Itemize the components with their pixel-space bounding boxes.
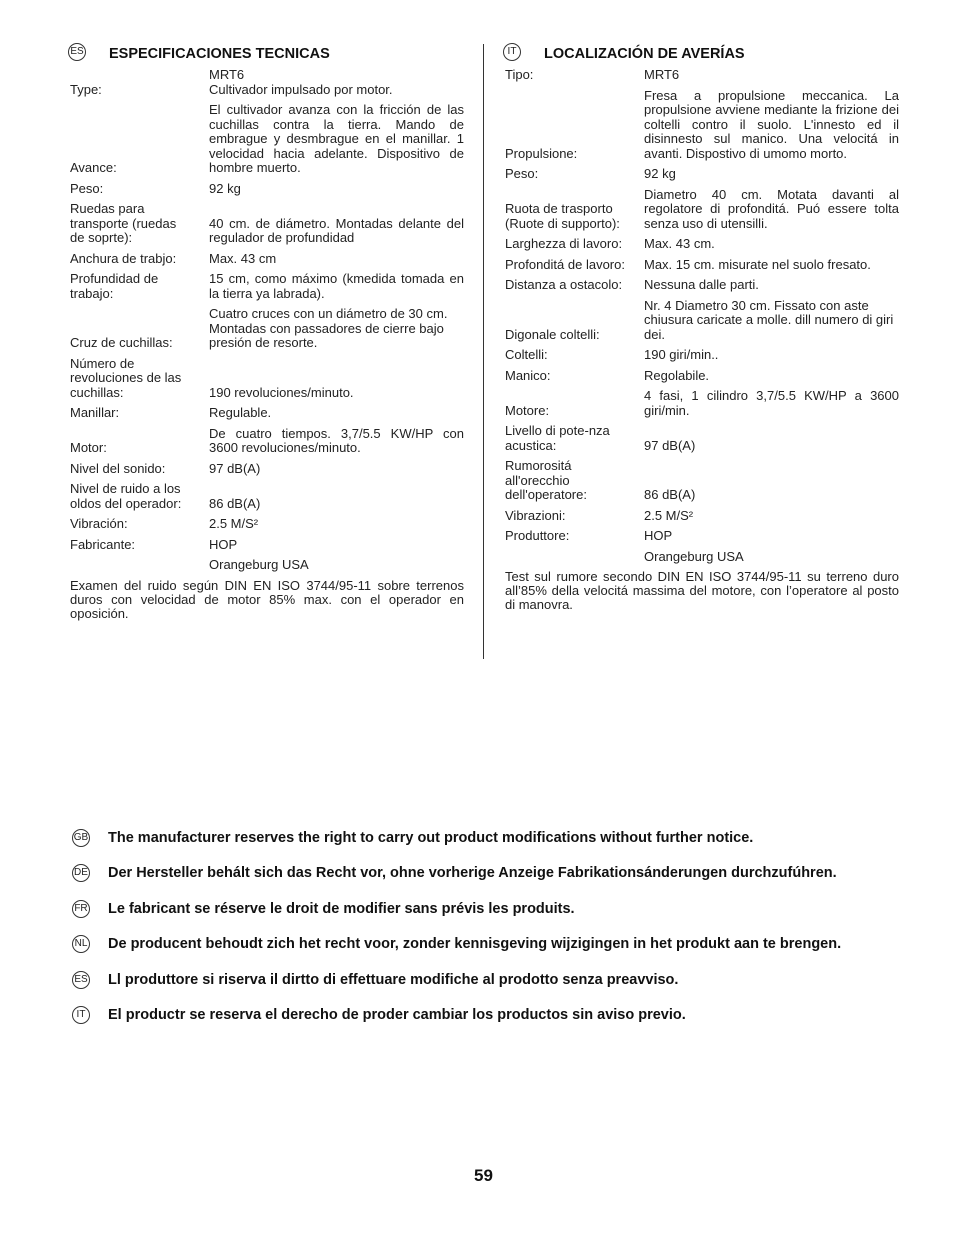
- spec-value: [209, 307, 464, 351]
- spec-label: [505, 509, 644, 524]
- spec-list: [70, 68, 464, 573]
- spec-value-line: 86 dB(A): [209, 495, 261, 511]
- spec-label: [505, 459, 644, 503]
- spec-value-line: MRT6: [644, 67, 680, 82]
- spec-label-line: revoluciones de las: [70, 370, 182, 385]
- spec-label-line: Anchura de trabjo:: [70, 250, 177, 266]
- spec-label-line: Larghezza di lavoro:: [505, 236, 623, 251]
- spec-label: [505, 278, 644, 293]
- spec-label-line: Livello di pote-nza: [505, 423, 610, 438]
- spec-label-line: Número de: [70, 355, 135, 371]
- spec-label-line: Avance:: [70, 160, 117, 175]
- spec-value: [644, 237, 899, 252]
- spec-value-line: El cultivador avanza con la fricción de las cuchillas contra la tierra. Mando de embrague y desmbrague en el manillar. 1 velocidad hacia adelante. Dispositivo de hombre muerto.: [209, 102, 464, 175]
- spec-label: [505, 89, 644, 162]
- spec-label: [505, 348, 644, 363]
- spec-value: [644, 348, 899, 363]
- spec-value: [644, 278, 899, 293]
- spec-label: [70, 182, 209, 197]
- notice-text: El productr se reserva el derecho de proder cambiar los productos sin aviso previo.: [108, 1007, 686, 1023]
- spec-value-line: presión de resorte.: [209, 335, 318, 350]
- spec-value-line: Fresa a propulsione meccanica. La propulsione avviene mediante la frizione dei coltelli contro il suolo. L'innesto ed il disinnesto sul manico. Una velocitá in avanti. Dispostivo di umomo morto.: [644, 87, 899, 161]
- spec-value: [209, 68, 464, 97]
- spec-value: [644, 89, 899, 162]
- notice-text: De producent behoudt zich het recht voor, zonder kennisgeving wijzigingen in het produkt aan te brengen.: [108, 936, 842, 952]
- spec-value-line: Regulable.: [209, 405, 272, 420]
- spec-value-line: 190 revoluciones/minuto.: [209, 384, 354, 400]
- notice-fr: [72, 899, 932, 921]
- spec-label-line: Distanza a ostacolo:: [505, 277, 623, 292]
- spec-value-line: Orangeburg USA: [209, 557, 309, 572]
- spec-label-line: Vibrazioni:: [505, 507, 566, 523]
- spec-label: [505, 369, 644, 384]
- spec-row: [70, 103, 464, 176]
- spec-label: [505, 68, 644, 83]
- spec-label: [505, 424, 644, 453]
- spec-row: [70, 538, 464, 553]
- spec-value: [209, 427, 464, 456]
- spec-label: [505, 299, 644, 343]
- spec-label: [70, 202, 209, 246]
- spec-label: [70, 538, 209, 553]
- notice-it: [72, 1005, 932, 1027]
- spec-label: [70, 103, 209, 176]
- spec-label-line: Nivel de ruido a los: [70, 481, 181, 496]
- spec-list: [505, 68, 899, 564]
- spec-value-line: Orangeburg USA: [644, 548, 744, 564]
- spec-value: [644, 68, 899, 83]
- spec-label-line: Ruota de trasporto: [505, 201, 613, 216]
- spec-row: [505, 424, 899, 453]
- spec-row: [70, 357, 464, 401]
- notice-text: The manufacturer reserves the right to carry out product modifications without further notice.: [108, 830, 754, 846]
- spec-value-line: MRT6: [209, 67, 245, 82]
- section-title: ESPECIFICACIONES TECNICAS: [109, 46, 330, 62]
- spec-column-it: [505, 44, 899, 612]
- notice-text: Ll produttore si riserva il dirtto di effettuare modifiche al prodotto senza preavviso.: [108, 972, 679, 988]
- page-number: 59: [474, 1166, 493, 1185]
- spec-label: [70, 307, 209, 351]
- spec-value-line: Regolabile.: [644, 367, 710, 383]
- spec-label: [505, 529, 644, 544]
- noise-test-note: Test sul rumore secondo DIN EN ISO 3744/95-11 su terreno duro all’85% della velocitá massima del motore, con l’operatore al posto di manovra.: [505, 569, 899, 612]
- spec-value-line: 2.5 M/S²: [209, 516, 259, 531]
- spec-row: [70, 68, 464, 97]
- spec-label-line: transporte (ruedas: [70, 215, 177, 231]
- notice-de: [72, 863, 932, 885]
- spec-value: [209, 538, 464, 553]
- spec-row: [70, 307, 464, 351]
- spec-value-line: 190 giri/min..: [644, 347, 719, 362]
- spec-label: [70, 357, 209, 401]
- spec-value-line: Diametro 40 cm. Motata davanti al regolatore di profonditá. Puó essere tolta senza uso di utensilli.: [644, 186, 899, 231]
- spec-row: [505, 369, 899, 384]
- spec-value: [644, 550, 899, 565]
- spec-value: [209, 462, 464, 477]
- spec-value: [644, 258, 899, 273]
- spec-value: [644, 188, 899, 232]
- spec-value-line: 40 cm. de diámetro. Montadas delante del regulador de profundidad: [209, 215, 464, 245]
- spec-value-line: De cuatro tiempos. 3,7/5.5 KW/HP con 3600 revoluciones/minuto.: [209, 425, 464, 455]
- spec-label-line: [70, 558, 209, 573]
- section-header-it: [505, 44, 899, 66]
- notice-text: Der Hersteller behált sich das Recht vor, ohne vorherige Anzeige Fabrikationsánderungen durchzufúhren.: [108, 865, 837, 881]
- notice-text: Le fabricant se réserve le droit de modifier sans prévis les produits.: [108, 901, 575, 917]
- spec-row: [70, 427, 464, 456]
- spec-row: [70, 558, 464, 573]
- spec-label: [505, 188, 644, 232]
- spec-value-line: 92 kg: [644, 166, 676, 181]
- notice-es: [72, 970, 932, 992]
- language-badge-icon: DE: [72, 864, 90, 882]
- spec-label-line: Peso:: [505, 166, 539, 181]
- spec-value-line: Montadas con passadores de cierre bajo: [209, 320, 444, 336]
- spec-label-line: all'orecchio: [505, 472, 570, 488]
- spec-value-line: Nessuna dalle parti.: [644, 277, 759, 292]
- spec-value-line: 92 kg: [209, 180, 241, 196]
- spec-label: [70, 272, 209, 301]
- spec-label: [70, 517, 209, 532]
- spec-value: [644, 299, 899, 343]
- spec-row: [505, 237, 899, 252]
- spec-value-line: 97 dB(A): [644, 437, 696, 453]
- spec-label-line: Cruz de cuchillas:: [70, 335, 173, 350]
- spec-row: [505, 299, 899, 343]
- spec-label-line: de soprte):: [70, 230, 133, 245]
- spec-value-line: 15 cm, como máximo (kmedida tomada en la tierra ya labrada).: [209, 271, 464, 301]
- spec-row: [505, 348, 899, 363]
- spec-value-line: Cuatro cruces con un diámetro de 30 cm.: [209, 306, 448, 321]
- spec-value: [209, 103, 464, 176]
- spec-value-line: Cultivador impulsado por motor.: [209, 81, 393, 97]
- spec-value-line: Max. 15 cm. misurate nel suolo fresato.: [644, 256, 871, 272]
- spec-value: [644, 424, 899, 453]
- spec-label-line: Motore:: [505, 402, 550, 418]
- spec-label-line: Ruedas para: [70, 201, 145, 216]
- spec-value: [209, 558, 464, 573]
- spec-label: [505, 167, 644, 182]
- spec-row: [70, 406, 464, 421]
- spec-value: [209, 202, 464, 246]
- language-badge-icon: ES: [72, 971, 90, 989]
- spec-label: [70, 462, 209, 477]
- spec-value-line: HOP: [644, 528, 673, 543]
- spec-row: [505, 258, 899, 273]
- spec-label-line: dell'operatore:: [505, 487, 587, 502]
- language-badge-icon: GB: [72, 829, 90, 847]
- spec-row: [505, 509, 899, 524]
- spec-label-line: Profundidad de: [70, 271, 159, 286]
- spec-value-line: Max. 43 cm: [209, 250, 277, 266]
- spec-value: [644, 167, 899, 182]
- spec-value-line: 97 dB(A): [209, 460, 261, 476]
- spec-value: [644, 529, 899, 544]
- spec-label-line: Peso:: [70, 180, 104, 196]
- spec-label-line: Tipo:: [505, 67, 534, 82]
- language-badge-icon: NL: [72, 935, 90, 953]
- spec-row: [505, 278, 899, 293]
- spec-row: [505, 188, 899, 232]
- spec-row: [505, 529, 899, 544]
- spec-label-line: Manico:: [505, 367, 551, 383]
- spec-label: [70, 427, 209, 456]
- spec-value: [644, 509, 899, 524]
- spec-row: [70, 182, 464, 197]
- spec-value: [209, 272, 464, 301]
- spec-label: [70, 252, 209, 267]
- spec-label-line: Type:: [70, 81, 102, 97]
- spec-label-line: Fabricante:: [70, 536, 136, 552]
- spec-label-line: Motor:: [70, 440, 107, 455]
- spec-value-line: 86 dB(A): [644, 487, 696, 502]
- spec-value: [209, 252, 464, 267]
- spec-label-line: Propulsione:: [505, 145, 578, 161]
- spec-row: [505, 68, 899, 83]
- spec-label-line: trabajo:: [70, 285, 114, 301]
- spec-row: [70, 462, 464, 477]
- spec-value: [209, 482, 464, 511]
- language-badge-icon: IT: [72, 1006, 90, 1024]
- language-badge-icon: FR: [72, 900, 90, 918]
- spec-label-line: (Ruote di supporto):: [505, 215, 620, 231]
- spec-row: [70, 482, 464, 511]
- spec-value: [209, 357, 464, 401]
- spec-label-line: [505, 550, 644, 565]
- spec-label: [505, 550, 644, 565]
- spec-label: [505, 389, 644, 418]
- spec-value: [644, 369, 899, 384]
- section-title: LOCALIZACIÓN DE AVERÍAS: [544, 46, 745, 62]
- column-divider: [483, 44, 484, 659]
- spec-row: [70, 517, 464, 532]
- spec-value: [209, 517, 464, 532]
- spec-row: [505, 389, 899, 418]
- spec-label: [505, 237, 644, 252]
- section-header-es: [70, 44, 464, 66]
- spec-label: [505, 258, 644, 273]
- spec-value: [644, 389, 899, 418]
- spec-label: [70, 482, 209, 511]
- spec-value-line: 2.5 M/S²: [644, 507, 694, 523]
- spec-value: [644, 459, 899, 503]
- notice-gb: [72, 828, 932, 850]
- spec-row: [505, 550, 899, 565]
- spec-label-line: Nivel del sonido:: [70, 460, 166, 476]
- spec-label-line: Profonditá de lavoro:: [505, 256, 625, 272]
- spec-row: [70, 202, 464, 246]
- language-badge-icon: IT: [503, 43, 521, 61]
- spec-row: [505, 89, 899, 162]
- spec-value-line: Max. 43 cm.: [644, 236, 715, 251]
- spec-column-es: [70, 44, 464, 621]
- spec-label-line: Digonale coltelli:: [505, 326, 600, 342]
- spec-value-line: Nr. 4 Diametro 30 cm. Fissato con aste chiusura caricate a molle. dill numero di giri dei.: [644, 297, 894, 342]
- spec-label-line: Manillar:: [70, 405, 120, 420]
- spec-label-line: Vibración:: [70, 516, 128, 531]
- spec-label-line: Rumorositá: [505, 458, 572, 473]
- spec-row: [505, 167, 899, 182]
- spec-row: [70, 252, 464, 267]
- language-badge-icon: ES: [68, 43, 86, 61]
- spec-label: [70, 406, 209, 421]
- spec-value-line: 4 fasi, 1 cilindro 3,7/5.5 KW/HP a 3600 giri/min.: [644, 388, 899, 418]
- spec-value-line: HOP: [209, 536, 238, 552]
- spec-label-line: acustica:: [505, 437, 557, 453]
- spec-label-line: Coltelli:: [505, 347, 548, 362]
- spec-label-line: oldos del operador:: [70, 495, 182, 511]
- spec-row: [70, 272, 464, 301]
- spec-label-line: cuchillas:: [70, 384, 124, 400]
- notice-nl: [72, 934, 932, 956]
- spec-label: [70, 68, 209, 97]
- spec-row: [505, 459, 899, 503]
- spec-value: [209, 406, 464, 421]
- noise-test-note: Examen del ruido según DIN EN ISO 3744/95-11 sobre terrenos duros con velocidad de motor 85% max. con el operador en oposición.: [70, 577, 464, 621]
- spec-label-line: Produttore:: [505, 528, 570, 543]
- spec-label: [70, 558, 209, 573]
- spec-value: [209, 182, 464, 197]
